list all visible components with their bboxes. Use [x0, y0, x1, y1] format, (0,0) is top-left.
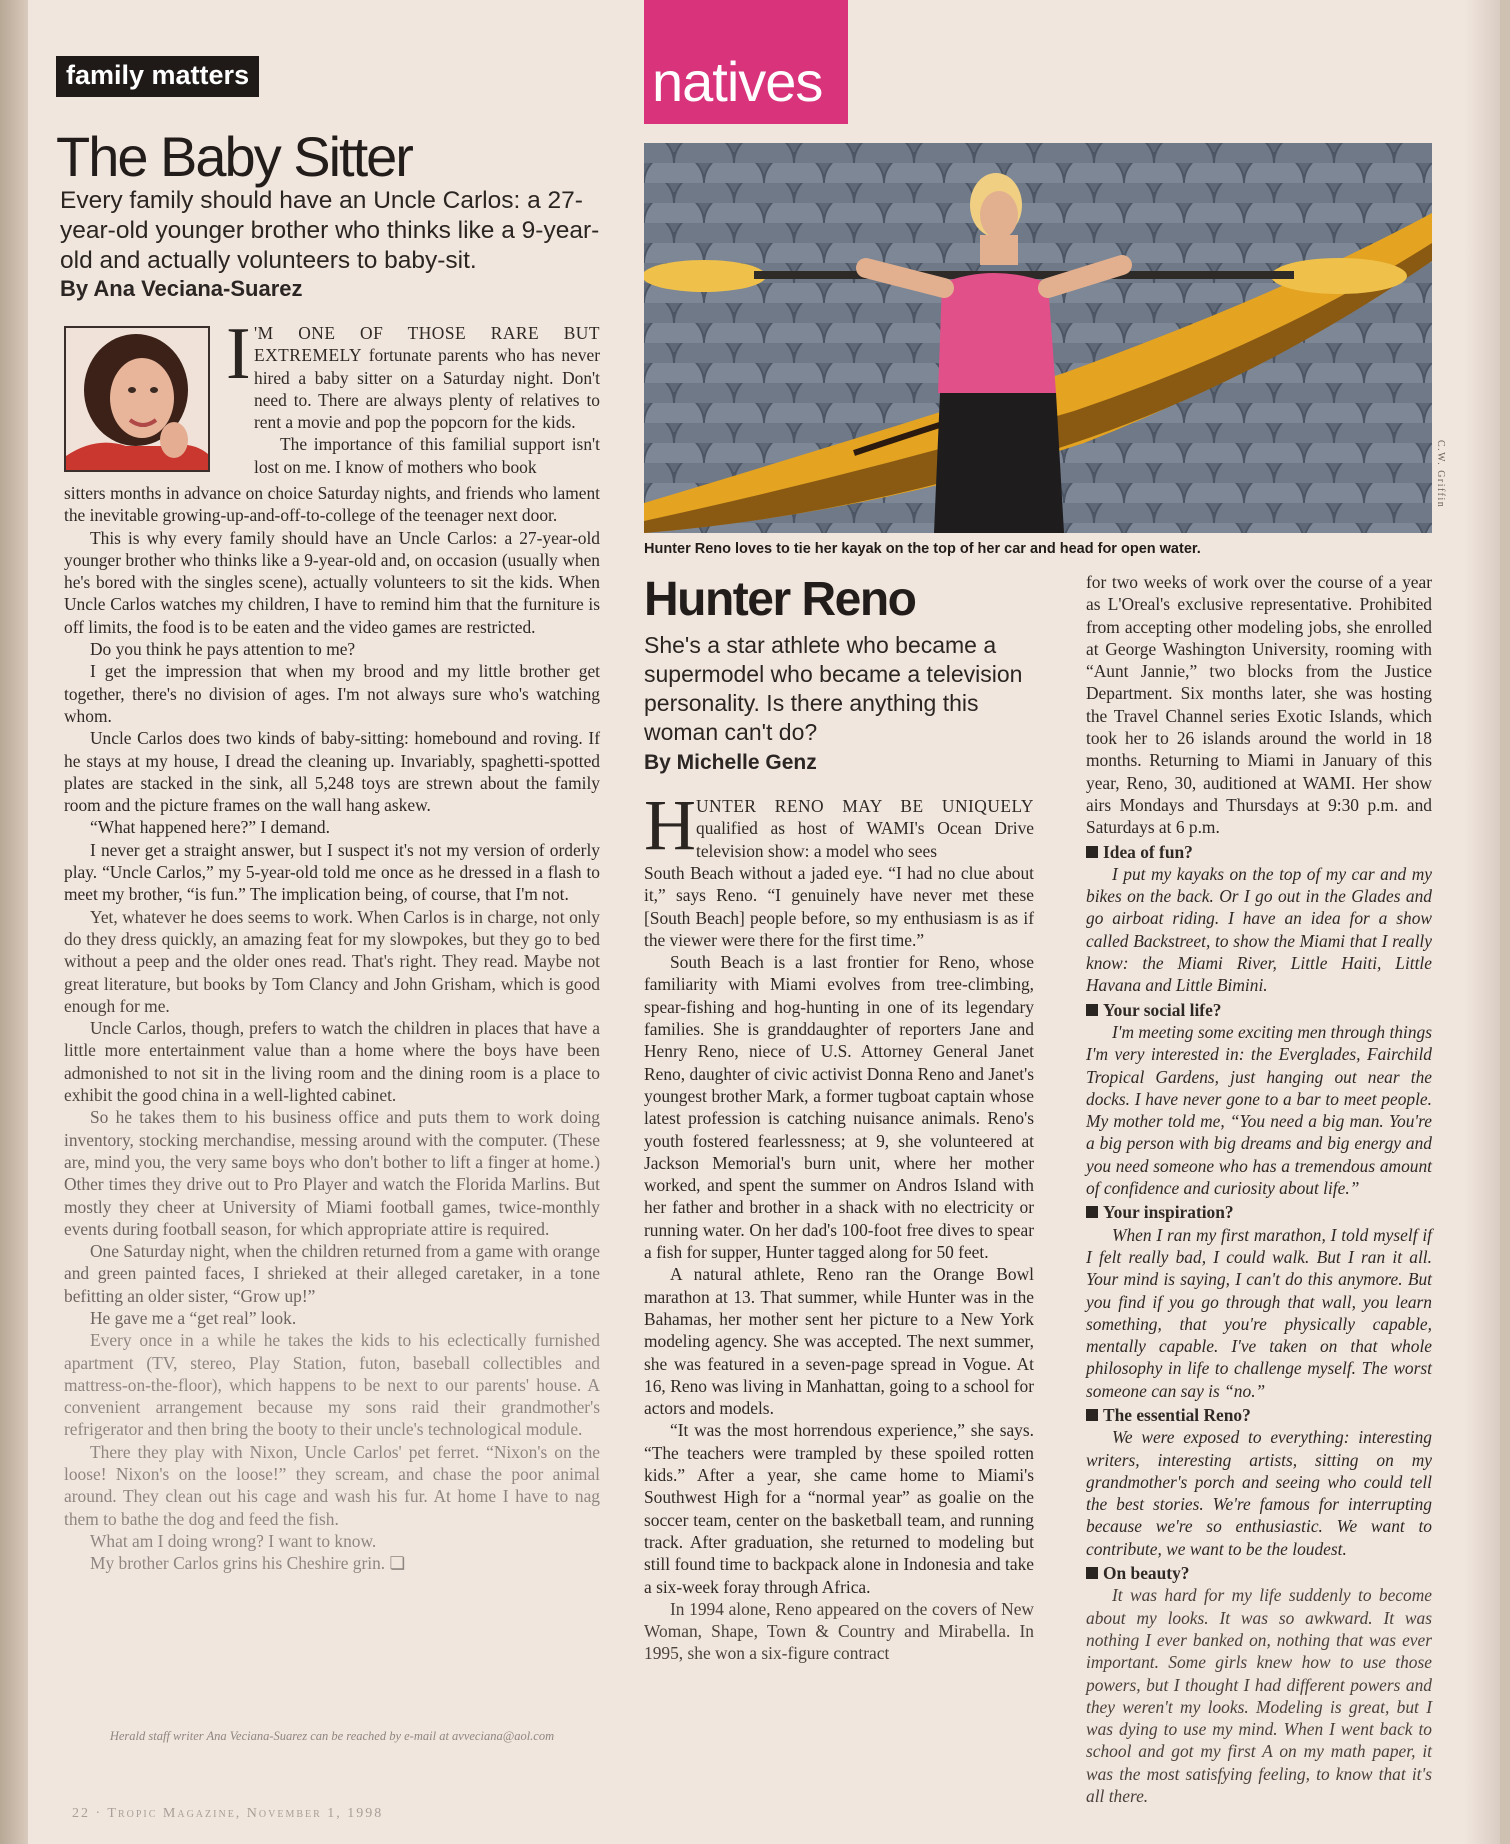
body-paragraph: What am I doing wrong? I want to know. — [90, 1530, 377, 1551]
body-paragraph: My brother Carlos grins his Cheshire grin. ❏ — [90, 1553, 406, 1574]
author-contact-credit: Herald staff writer Ana Veciana-Suarez can be reached by e-mail at avveciana@aol.com — [109, 1729, 555, 1743]
body-paragraph: This is why every family should have an Uncle Carlos: a 27-year-old younger brother who thinks like a 9-year-old and, on occasion (usually when he's bored with the singles scene), actually volunteers to sit the kids. When Uncle Carlos watches my children, I have to remind him that the furniture is off limits, the food is to be eaten and the video games are restricted. — [64, 527, 600, 637]
qa-question: The essential Reno? — [1086, 1404, 1432, 1426]
qa-question: Idea of fun? — [1086, 841, 1432, 863]
qa-answer: I put my kayaks on the top of my car and my bikes on the back. Or I go out in the Glades and go airboat riding. I have an idea for a show called Backstreet, to show the Miami that I really know: the Miami River, Little Haiti, Little Havana and Little Bimini. — [1086, 863, 1432, 996]
article-body — [644, 862, 1034, 1665]
qa-answer: I'm meeting some exciting men through things I'm very interested in: the Everglades, Fairchild Tropical Gardens, just hanging out near the docks. I have never gone to a bar to meet people. My mother told me, “You need a big man. You're a big person with big dreams and big energy and you need someone who has a tremendous amount of confidence and curiosity about life.” — [1086, 1021, 1432, 1199]
right-article — [644, 0, 1474, 1844]
page-folio: 22 · Tropic Magazine, November 1, 1998 — [72, 1806, 384, 1821]
lead-small-caps: UNTER RENO MAY BE UNIQUELY — [696, 796, 1034, 816]
article-byline: By Ana Veciana-Suarez — [60, 276, 303, 301]
bullet-square-icon — [1086, 1004, 1098, 1016]
body-paragraph: Uncle Carlos, though, prefers to watch the children in places that have a little more entertainment value than a home where the boys have been admonished to not sit in the living room and the dining room is a place to exhibit the good china in a well-lighted cabinet. — [64, 1018, 600, 1106]
bullet-square-icon — [1086, 846, 1098, 858]
qa-answer: It was hard for my life suddenly to become about my looks. It was so awkward. It was nothing I ever banked on, nothing that was ever important. Some girls knew how to use those powers, but I thought I had different powers and they weren't my looks. Modeling is great, but I was dying to use my mind. When I went back to school and got my first A on my math paper, it was the most satisfying feeling, to know that it's all there. — [1086, 1585, 1432, 1807]
section-tag-family-matters: family matters — [56, 56, 259, 97]
qa-question: Your social life? — [1086, 999, 1432, 1021]
body-paragraph: South Beach is a last frontier for Reno, whose familiarity with Miami evolves from tree-climbing, spear-fishing and hog-hunting in one of its legendary families. She is granddaughter of reporters Jane and Henry Reno, niece of U.S. Attorney General Janet Reno, daughter of civic activist Donna Reno and Janet's youngest brother Mark, a former tugboat captain whose latest profession is catching nuisance animals. Reno's youth fostered fearlessness; at 9, she volunteered at Jackson Memorial's burn unit, where her mother worked, and spent the summer on Andros Island with her father and brother in a shack with no electricity or running water. On her dad's 100-foot free dives to spear a fish for supper, Hunter tagged along for 50 feet. — [644, 952, 1034, 1263]
body-paragraph: A natural athlete, Reno ran the Orange Bowl marathon at 13. That summer, while Hunter was in the Bahamas, her mother sent her picture to a New York modeling agency. She was accepted. The next summer, she was featured in a seven-page spread in Vogue. At 16, Reno was living in Manhattan, going to a school for actors and models. — [644, 1264, 1034, 1419]
article-headline: Hunter Reno — [644, 573, 916, 626]
page-edge-shadow — [1464, 0, 1500, 1844]
body-paragraph: So he takes them to his business office and puts them to work doing inventory, stocking merchandise, messing around with the computer. (These are, mind you, the very same boys who don't bother to lift a finger at home.) Other times they drive out to Pro Player and watch the Florida Marlins. But mostly they cheer at University of Miami football games, twice-monthly events during football season, for which appropriate attire is required. — [64, 1107, 600, 1239]
drop-cap: H — [644, 785, 696, 865]
body-paragraph: There they play with Nixon, Uncle Carlos' pet ferret. “Nixon's on the loose! Nixon's on the loose!” they scream, and chase the poor animal around. They clean out his cage and wash his fur. At home I have to nag them to bathe the dog and feed the fish. — [64, 1441, 600, 1529]
body-paragraph: Do you think he pays attention to me? — [90, 639, 356, 660]
body-paragraph: Uncle Carlos does two kinds of baby-sitting: homebound and roving. If he stays at my house, I dread the cleaning up. Invariably, spaghetti-spotted plates are stacked in the sink, all 5,248 toys are strewn about the family room and the picture frames on the wall hang askew. — [64, 728, 600, 816]
body-paragraph: “It was the most horrendous experience,” she says. “The teachers were trampled by these spoiled rotten kids.” After a year, she came home to Miami's Southwest High for a “normal year” as goalie on the soccer team, center on the basketball team, and running track. After graduation, she returned to modeling but still found time to backpack alone in Indonesia and take a six-week foray through Africa. — [644, 1420, 1034, 1597]
article-dek: Every family should have an Uncle Carlos: a 27-year-old younger brother who thinks like a 9-year-old and actually volunteers to baby-sit. — [60, 187, 600, 274]
photo-caption: Hunter Reno loves to tie her kayak on the top of her car and head for open water. — [644, 541, 1201, 557]
body-paragraph: He gave me a “get real” look. — [90, 1307, 297, 1328]
body-paragraph: One Saturday night, when the children returned from a game with orange and green painted faces, I shrieked at their alleged caretaker, in a tone befitting an older sister, “Grow up!” — [64, 1241, 600, 1306]
bullet-square-icon — [1086, 1409, 1098, 1421]
magazine-spread — [28, 0, 1500, 1844]
qa-question: Your inspiration? — [1086, 1201, 1432, 1223]
article-headline: The Baby Sitter — [56, 125, 412, 188]
qa-answer: When I ran my first marathon, I told myself if I felt really bad, I could walk. But I ran it all. Your mind is saying, I can't do this anymore. But you find if you go through that wall, you learn something, that you're physically capable, mentally capable. I've taken on that whole philosophy in life to challenge myself. The worst someone can say is “no.” — [1086, 1224, 1432, 1401]
body-paragraph: Yet, whatever he does seems to work. When Carlos is in charge, not only do they dress quickly, an amazing feat for my slowpokes, but they go to bed without a peep and the older ones read. That's right. They read. Maybe not great literature, but books by Tom Clancy and John Grisham, which is good enough for me. — [64, 906, 600, 1016]
article-byline: By Michelle Genz — [644, 751, 817, 774]
left-article — [44, 0, 600, 1844]
article-body-column-3 — [1086, 571, 1432, 1807]
lead-paragraph — [254, 322, 600, 478]
kayak-photo — [644, 143, 1432, 533]
bullet-square-icon — [1086, 1206, 1098, 1218]
qa-question: On beauty? — [1086, 1562, 1432, 1584]
page-binding-edge — [0, 0, 28, 1844]
author-portrait — [64, 326, 210, 472]
body-paragraph: South Beach without a jaded eye. “I had no clue about it,” says Reno. “I genuinely have never met these [South Beach] people before, so my enthusiasm is as if the viewer were there for the first time.” — [644, 863, 1034, 950]
drop-cap: I — [226, 313, 251, 395]
qa-answer: We were exposed to everything: interesting writers, interesting artists, sitting on my grandmother's porch and seeing who could tell the best stories. We're famous for interrupting because we're so enthusiastic. We want to contribute, we want to be the loudest. — [1086, 1427, 1432, 1559]
body-paragraph: for two weeks of work over the course of a year as L'Oreal's exclusive representative. Prohibited from accepting other modeling jobs, she enrolled at George Washington University, rooming with “Aunt Jannie,” two blocks from the Justice Department. Six months later, she was hosting the Travel Channel series Exotic Islands, which took her to 26 islands around the world in 18 months. Returning to Miami in January of this year, Reno, 30, auditioned at WAMI. Her show airs Mondays and Thursdays at 9:30 p.m. and Saturdays at 6 p.m. — [1086, 572, 1432, 838]
section-tag-natives: natives — [644, 0, 848, 124]
bullet-square-icon — [1086, 1567, 1098, 1579]
body-paragraph: In 1994 alone, Reno appeared on the covers of New Woman, Shape, Town & Country and Mirabella. In 1995, she won a six-figure contract — [644, 1598, 1034, 1664]
lead-paragraph — [696, 795, 1034, 862]
photo-credit: C.W. Griffin — [1435, 440, 1446, 509]
lead-paragraph-2: The importance of this familial support isn't lost on me. I know of mothers who book — [254, 434, 600, 477]
body-paragraph: “What happened here?” I demand. — [90, 817, 330, 838]
body-paragraph: Every once in a while he takes the kids to his eclectically furnished apartment (TV, stereo, Play Station, futon, baseball collectibles and mattress-on-the-floor), which happens to be next to our parents' house. A convenient arrangement because my sons raid their grandmother's refrigerator and then bring the booty to their uncle's technological module. — [64, 1330, 600, 1440]
lead-text: fortunate parents who has never hired a baby sitter on a Saturday night. Don't need to. There are always plenty of relatives to rent a movie and pop the popcorn for the kids. — [254, 345, 600, 433]
body-paragraph: I get the impression that when my brood and my little brother get together, there's no division of ages. I'm not always sure who's watching whom. — [64, 661, 600, 726]
body-paragraph: sitters months in advance on choice Saturday nights, and friends who lament the inevitable growing-up-and-off-to-college of the teenager next door. — [64, 483, 600, 526]
body-paragraph: I never get a straight answer, but I suspect it's not my version of orderly play. “Uncle Carlos,” my 5-year-old told me once as he dressed in a flash to meet my brother, “is fun.” The implication being, of course, that I'm not. — [64, 839, 600, 905]
lead-text: qualified as host of WAMI's Ocean Drive television show: a model who sees — [696, 818, 1034, 861]
article-dek: She's a star athlete who became a supermodel who became a television personality. Is there anything this woman can't do? — [644, 632, 1023, 745]
lead-small-caps: 'M ONE OF THOSE RARE BUT EXTREMELY — [254, 323, 600, 366]
article-body — [64, 482, 600, 1575]
